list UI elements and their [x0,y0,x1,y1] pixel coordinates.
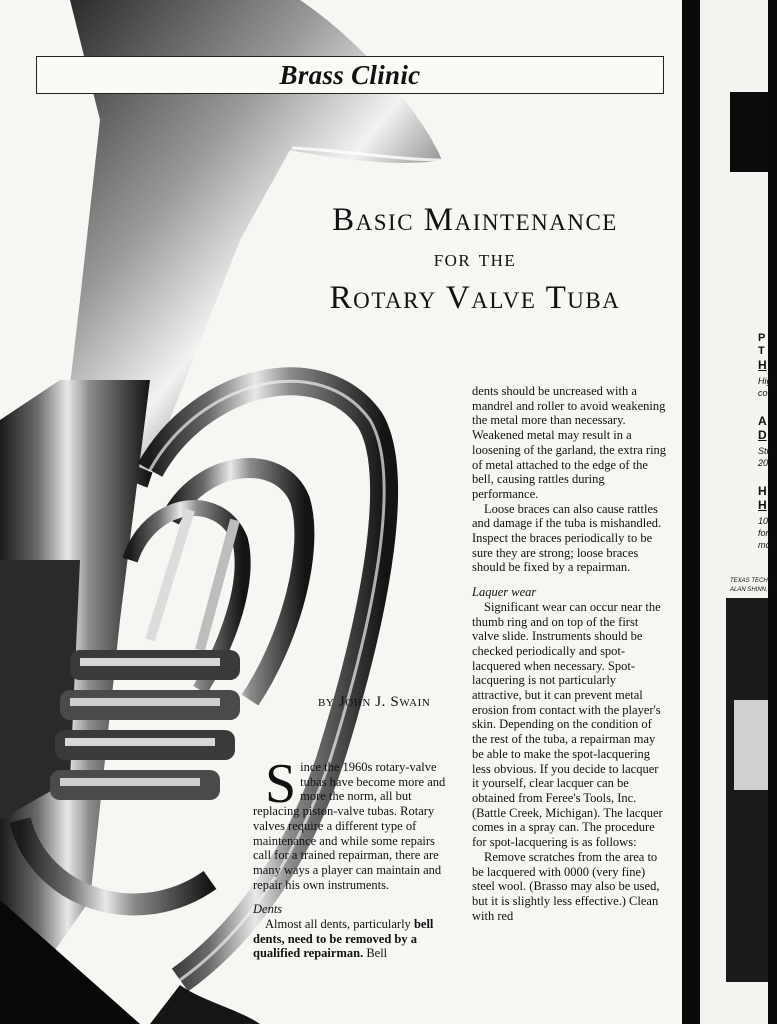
lacquer-heading: Laquer wear [472,585,537,600]
np-text-1b: co [758,388,768,398]
np-heading-2a: A [758,414,767,428]
adjacent-photo [726,598,768,982]
section-header-box [36,56,664,94]
large-black-glyph [730,92,768,172]
title-line-2: for the [433,246,517,272]
steel-wool-paragraph: Remove scratches from the area to be lacquered with 0000 (very fine) steel wool. (Brasso may also be used, but it is slightly less effective.) Clean with red [472,849,660,923]
article-title [290,200,660,318]
braces-paragraph: Loose braces can also cause rattles and damage if the tuba is mishandled. Inspect the braces periodically to be sure they are strong; loose braces should be fixed by a repairman. [472,501,662,575]
title-line-1: Basic Maintenance [332,202,618,238]
np-text-3b: for [758,528,769,538]
intro-paragraph [253,753,451,892]
np-heading-3b: H [758,498,767,512]
np-text-1a: Hig [758,376,772,386]
adjacent-photo-highlight [734,700,768,790]
dents-text-a: Almost all dents, particularly [265,917,414,932]
adjacent-page-edge [700,0,777,1024]
dents-text-b: Bell [363,946,388,961]
np-heading-2b: D [758,428,767,442]
np-text-3a: 10 [758,516,769,526]
right-column [472,384,668,923]
np-heading-1c: H [758,358,767,372]
np-text-3c: mo [758,540,771,550]
title-line-3: Rotary Valve Tuba [329,280,621,316]
section-title: Brass Clinic [279,60,421,90]
lacquer-paragraph: Significant wear can occur near the thumb ring and on top of the first valve slide. Instruments should be checked periodically and spot-lacquered when necessary. Spot-lacquering is not particularly attractive, but it can prevent metal erosion from contact with the player's skin. Depending on the condition of the rest of the tuba, a repairman may be able to make the spot-lacquering less obvious. If you decide to lacquer it yourself, clear lacquer can be obtained from Feree's Tools, Inc. (Battle Creek, Michigan). The lacquer comes in a spray can. The procedure for spot-lacquering is as follows: [472,599,663,850]
np-text-2a: Str [758,446,770,456]
np-caption-1: TEXAS TECH U [730,578,774,584]
np-heading-1a: P [758,332,766,344]
bell-dents-paragraph: dents should be uncreased with a mandrel and roller to avoid weakening the metal more than necessary. Weakened metal may result in a loosening of the garland, the extra ring of metal attached to the edge of the bell, causing rattles during performance. [472,384,667,501]
np-text-2b: 20 [758,458,769,468]
dents-heading: Dents [253,902,283,917]
dents-paragraph [253,917,451,961]
drop-cap: S [265,753,297,815]
np-heading-1b: T [758,345,765,357]
np-heading-3a: H [758,484,767,498]
byline: by John J. Swain [318,694,431,710]
intro-text: ince the 1960s rotary-valve tubas have become more and more the norm, all but replacing piston-valve tubas. Rotary valves require a different type of maintenance and while some repairs call for a trained repairman, there are many ways a player can maintain and repair his own instruments. [253,760,446,892]
left-column [253,753,451,961]
np-caption-2: ALAN SHINN, PE [730,587,777,593]
dents-text-bold: bell dents, need to be removed by a qualified repairman. [253,917,434,961]
